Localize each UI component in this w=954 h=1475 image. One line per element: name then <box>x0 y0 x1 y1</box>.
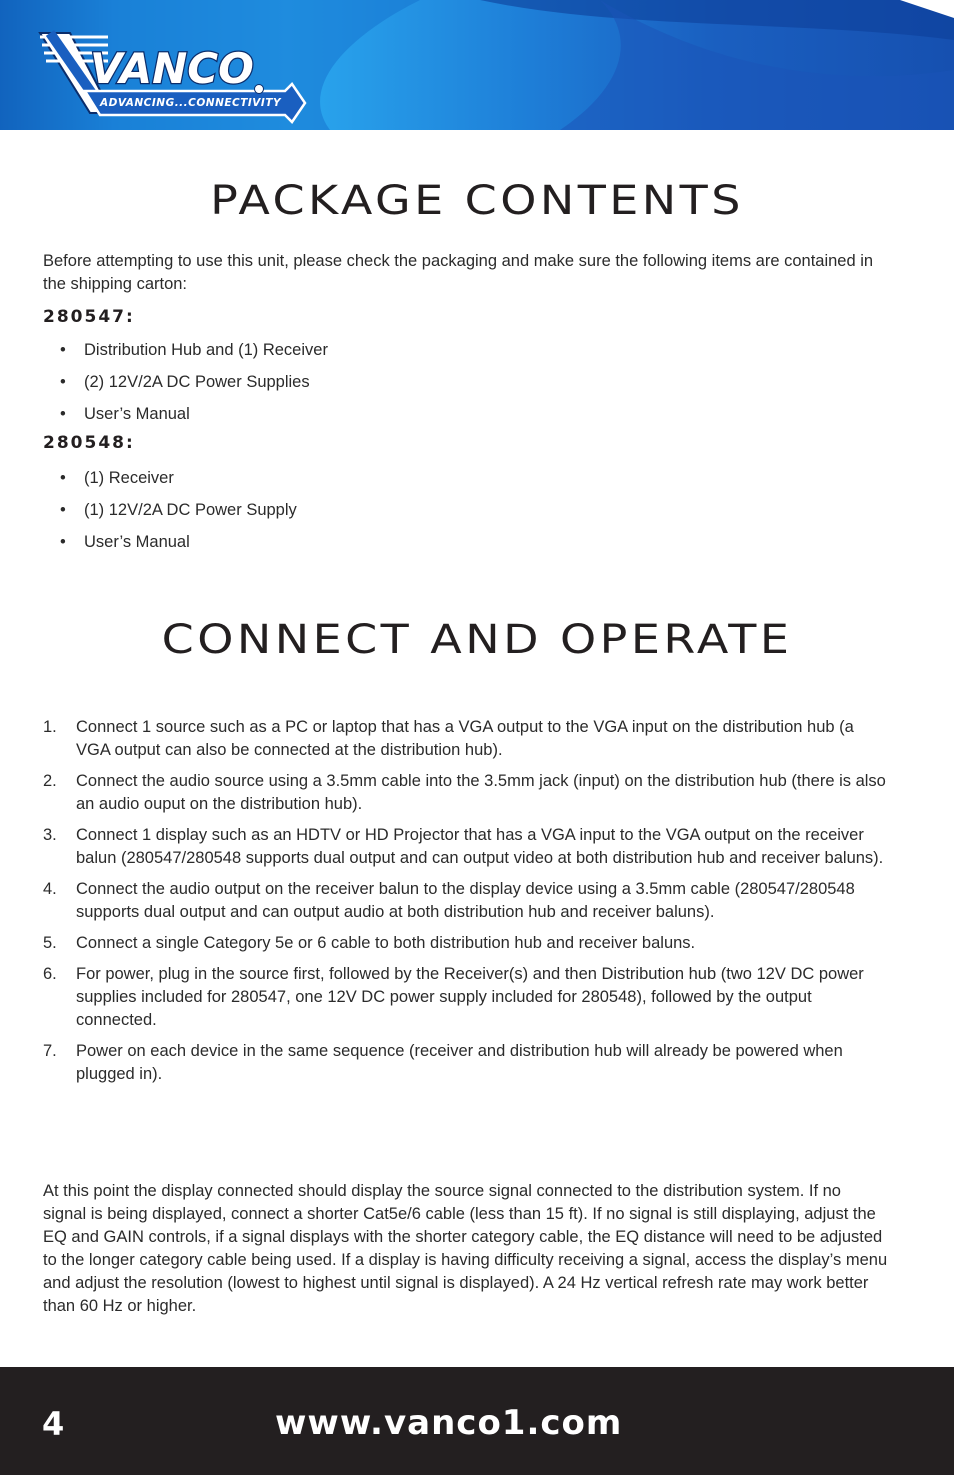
package-contents-title: PACKAGE CONTENTS <box>210 178 744 224</box>
list-item: • (1) Receiver <box>60 469 174 487</box>
list-item: • (2) 12V/2A DC Power Supplies <box>60 373 310 391</box>
step-item: 2. Connect the audio source using a 3.5mm cable into the 3.5mm jack (input) on the distribution hub (there is also an audio ouput on the distribution hub). <box>43 772 886 813</box>
list-item: • User’s Manual <box>60 405 190 423</box>
list-item: • User’s Manual <box>60 533 190 551</box>
step-item: 7. Power on each device in the same sequence (receiver and distribution hub will already be powered when plugged in). <box>43 1042 843 1083</box>
step-item: 1. Connect 1 source such as a PC or laptop that has a VGA output to the VGA input on the distribution hub (a VGA output can also be connected at the distribution hub). <box>43 718 854 759</box>
step-item: 3. Connect 1 display such as an HDTV or HD Projector that has a VGA input to the VGA output on the receiver balun (280547/280548 supports dual output and can output video at both distribution hub and receiver baluns). <box>43 826 884 867</box>
footer-bar <box>0 1367 954 1475</box>
model-280548-items <box>60 467 297 563</box>
header-banner <box>0 0 954 130</box>
closing-paragraph: At this point the display connected should display the source signal connected to the distribution system. If no signal is being displayed, connect a shorter Cat5e/6 cable (less than 15 ft). If no signal is still displaying, adjust the EQ and GAIN controls, if a signal displays with the shorter category cable, the EQ distance will need to be adjusted to the longer category cable being used. If a display is having difficulty receiving a signal, access the display’s menu and adjust the resolution (lowest to highest until signal is displayed). A 24 Hz vertical refresh rate may work better than 60 Hz or higher. <box>43 1182 888 1315</box>
package-intro: Before attempting to use this unit, please check the packaging and make sure the following items are contained in the shipping carton: <box>43 252 874 293</box>
step-item: 5. Connect a single Category 5e or 6 cable to both distribution hub and receiver baluns. <box>43 934 696 952</box>
connect-steps-list <box>43 716 888 1094</box>
logo-tagline: ADVANCING...CONNECTIVITY <box>100 97 282 109</box>
step-item: 4. Connect the audio output on the receiver balun to the display device using a 3.5mm cable (280547/280548 supports dual output and can output audio at both distribution hub and receiver baluns). <box>43 880 855 921</box>
page-number: 4 <box>42 1405 65 1443</box>
website-url[interactable]: www.vanco1.com <box>275 1403 623 1443</box>
svg-text:VANCO: VANCO <box>90 44 254 93</box>
list-item: • (1) 12V/2A DC Power Supply <box>60 501 297 519</box>
step-item: 6. For power, plug in the source first, followed by the Receiver(s) and then Distribution hub (two 12V DC power supplies included for 280547, one 12V DC power supply included for 280548), followed by the output connected. <box>43 965 864 1029</box>
connect-operate-title: CONNECT AND OPERATE <box>161 617 793 663</box>
vanco-logo <box>30 25 320 130</box>
list-item: • Distribution Hub and (1) Receiver <box>60 341 328 359</box>
model-280547-items <box>60 339 328 435</box>
model-280547-heading: 280547: <box>43 307 135 327</box>
model-280548-heading: 280548: <box>43 433 135 453</box>
